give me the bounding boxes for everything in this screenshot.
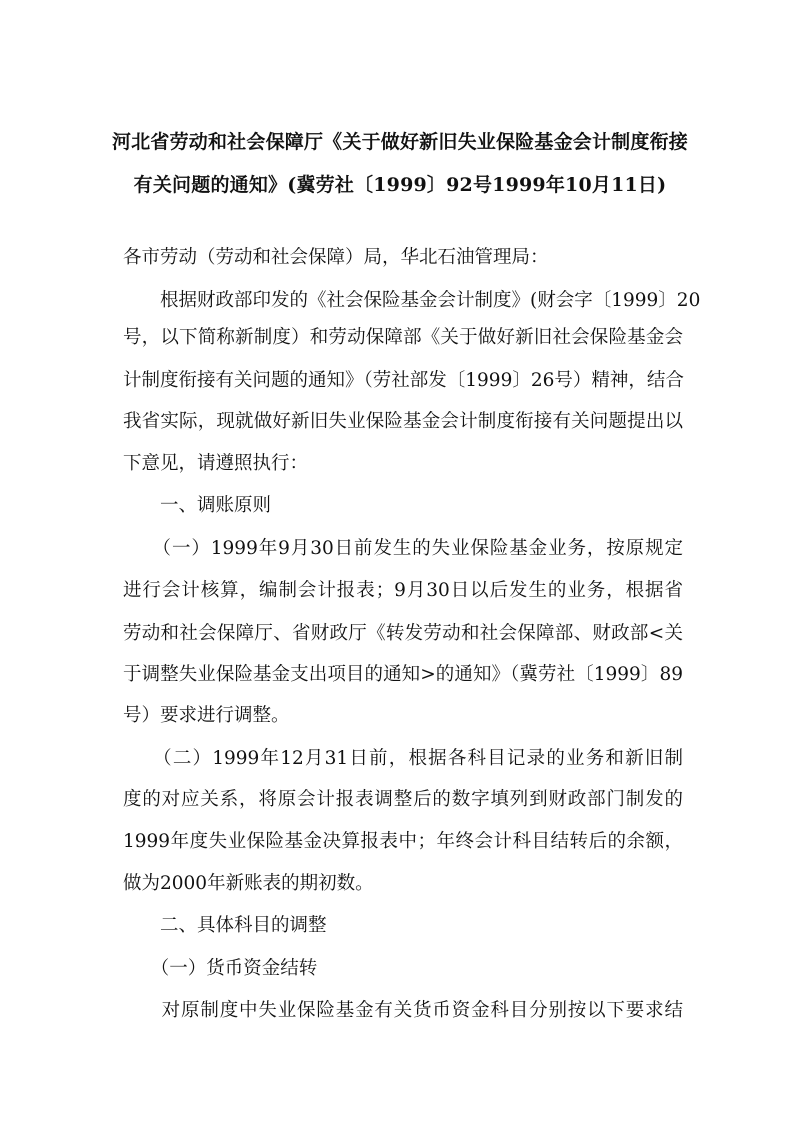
paragraph-line: （一）1999年9月30日前发生的失业保险基金业务，按原规定: [123, 538, 683, 559]
paragraph-line: 度的对应关系，将原会计报表调整后的数字填列到财政部门制发的: [123, 789, 683, 810]
document-title-line-1: 河北省劳动和社会保障厅《关于做好新旧失业保险基金会计制度衔接: [111, 131, 688, 153]
section-heading: 二、具体科目的调整: [123, 915, 327, 936]
paragraph-line: 进行会计核算，编制会计报表；9月30日以后发生的业务，根据省: [123, 580, 683, 601]
paragraph-line: 1999年度失业保险基金决算报表中；年终会计科目结转后的余额，: [123, 831, 683, 852]
salutation-line: 各市劳动（劳动和社会保障）局，华北石油管理局：: [123, 247, 549, 268]
paragraph-line: 计制度衔接有关问题的通知》（劳社部发〔1999〕26号）精神，结合: [123, 370, 684, 391]
paragraph-line: 我省实际，现就做好新旧失业保险基金会计制度衔接有关问题提出以: [123, 411, 683, 432]
paragraph-line: 号）要求进行调整。: [123, 705, 290, 726]
paragraph-line: （二）1999年12月31日前，根据各科目记录的业务和新旧制: [123, 748, 683, 769]
paragraph-line: 号，以下简称新制度）和劳动保障部《关于做好新旧社会保险基金会: [123, 327, 683, 348]
paragraph-line: 根据财政部印发的《社会保险基金会计制度》(财会字〔1999〕20: [123, 290, 701, 311]
paragraph-line: 对原制度中失业保险基金有关货币资金科目分别按以下要求结: [123, 1000, 683, 1021]
document-title-line-2: 有关问题的通知》(冀劳社〔1999〕92号1999年10月11日): [133, 174, 667, 196]
paragraph-line: 做为2000年新账表的期初数。: [123, 873, 374, 894]
paragraph-line: 于调整失业保险基金支出项目的通知>的通知》（冀劳社〔1999〕89: [123, 664, 683, 685]
paragraph-line: 劳动和社会保障厅、省财政厅《转发劳动和社会保障部、财政部<关: [123, 623, 683, 644]
paragraph-line: 下意见，请遵照执行：: [123, 453, 309, 474]
section-heading: 一、调账原则: [123, 495, 272, 516]
subsection-heading: （一）货币资金结转: [123, 958, 318, 979]
